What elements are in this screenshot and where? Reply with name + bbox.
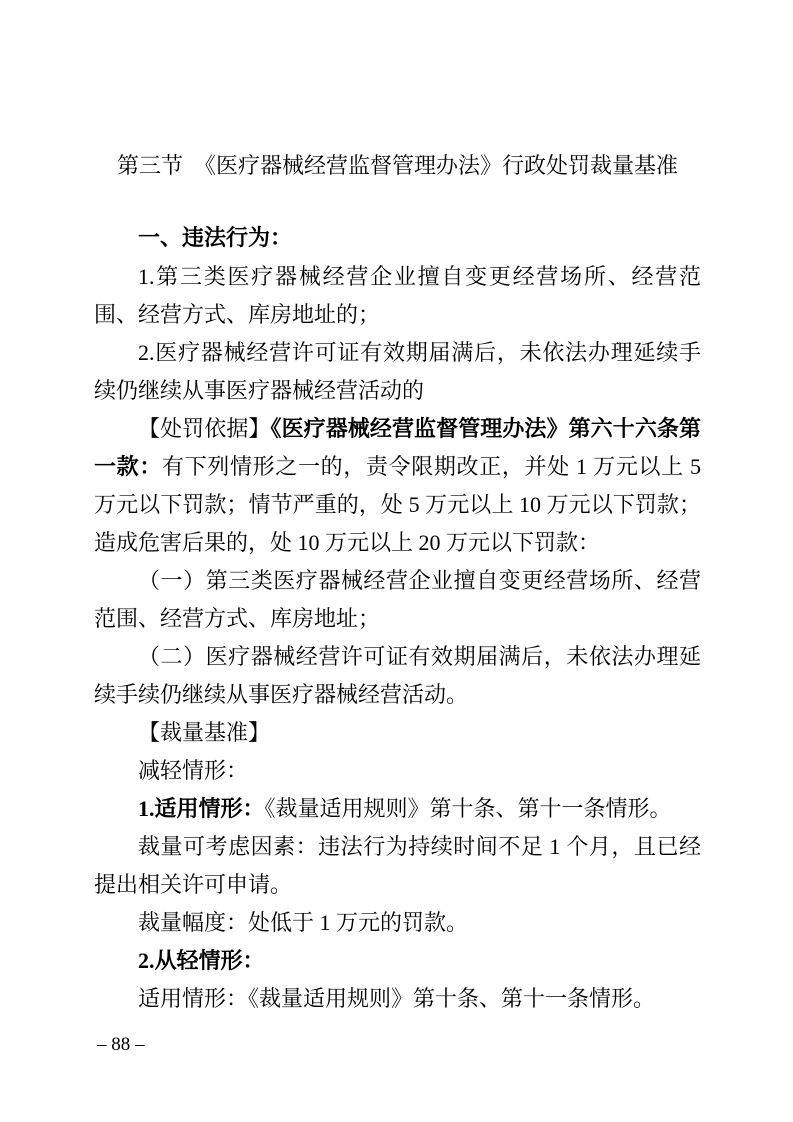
text-segment-bold: 《医疗器械经营监督管理办法》第六十六条第一款： xyxy=(94,416,701,479)
text-segment: 有下列情形之一的，责令限期改正，并处 1 万元以上 5 万元以下罚款；情节严重的，处 5 万元以上 10 万元以下罚款；造成危害后果的，处 10 万元以上 20 万元以下罚款： xyxy=(94,454,701,555)
paragraph-discretion-label xyxy=(94,714,701,752)
paragraph-case1-factors xyxy=(94,828,701,904)
text-segment: 【裁量基准】 xyxy=(138,720,271,745)
paragraph-case1-range xyxy=(94,904,701,942)
paragraph-case2-text xyxy=(94,980,701,1018)
text-segment: 裁量可考虑因素：违法行为持续时间不足 1 个月，且已经提出相关许可申请。 xyxy=(94,834,701,897)
heading-violation: 一、违法行为： xyxy=(138,225,293,250)
text-segment-bold: 1.适用情形： xyxy=(138,796,265,821)
document-content xyxy=(94,0,701,1018)
paragraph-mitigate-label xyxy=(94,752,701,790)
section-title: 第三节 《医疗器械经营监督管理办法》行政处罚裁量基准 xyxy=(116,153,678,178)
text-segment: 2.医疗器械经营许可证有效期届满后，未依法办理延续手续仍继续从事医疗器械经营活动的 xyxy=(94,340,701,403)
paragraph-item-2 xyxy=(94,638,701,714)
paragraph-violation-2 xyxy=(94,334,701,410)
page-number: – 88 – xyxy=(97,1034,145,1055)
paragraph-violation-1 xyxy=(94,258,701,334)
text-segment: 1.第三类医疗器械经营企业擅自变更经营场所、经营范围、经营方式、库房地址的； xyxy=(94,264,701,327)
text-segment: （一）第三类医疗器械经营企业擅自变更经营场所、经营范围、经营方式、库房地址； xyxy=(94,568,701,631)
text-segment: 适用情形：《裁量适用规则》第十条、第十一条情形。 xyxy=(138,986,656,1011)
paragraph-penalty-basis xyxy=(94,410,701,562)
text-segment: 《裁量适用规则》第十条、第十一条情形。 xyxy=(264,796,672,821)
text-segment: （二）医疗器械经营许可证有效期届满后，未依法办理延续手续仍继续从事医疗器械经营活动。 xyxy=(94,644,701,707)
paragraph-case2 xyxy=(94,942,701,980)
paragraph-case1 xyxy=(94,790,701,828)
text-segment: 减轻情形： xyxy=(138,758,249,783)
text-segment-bold: 2.从轻情形： xyxy=(138,948,265,973)
text-segment: 裁量幅度：处低于 1 万元的罚款。 xyxy=(138,910,469,935)
paragraph-item-1 xyxy=(94,562,701,638)
text-segment: 【处罚依据】 xyxy=(138,416,271,441)
